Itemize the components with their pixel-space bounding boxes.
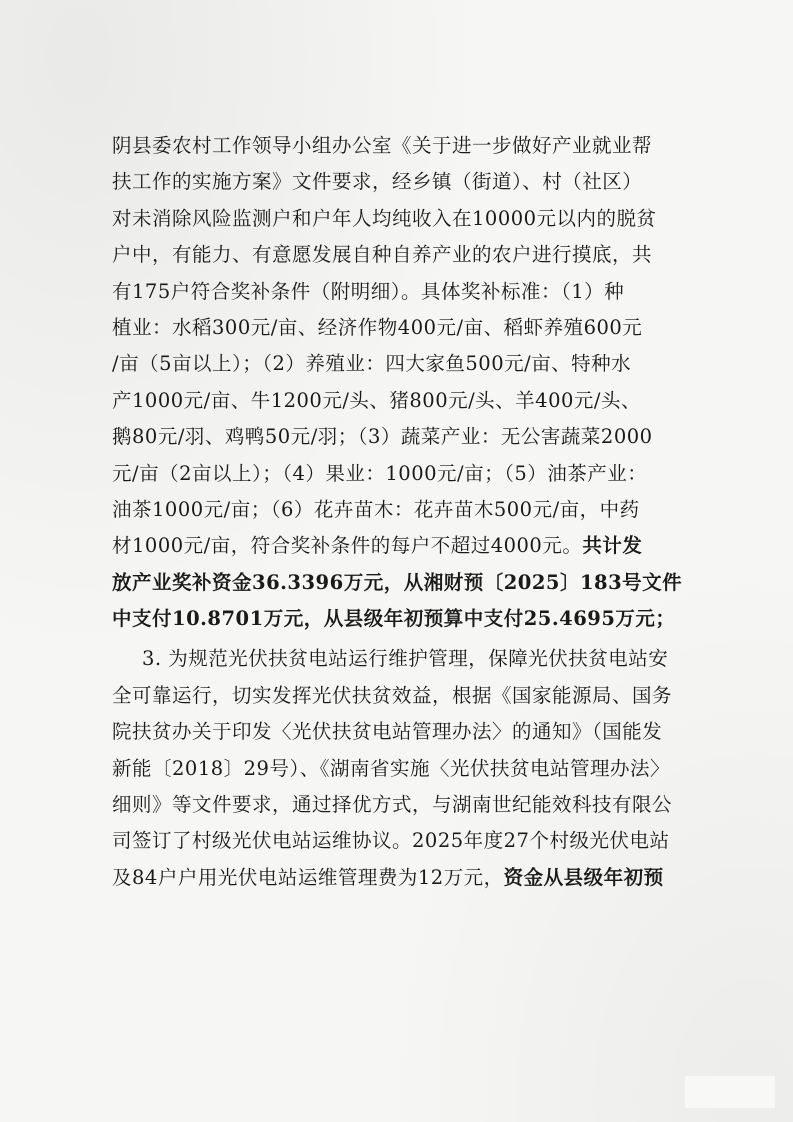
document-body [112,128,692,896]
text-line: 全可靠运行，切实发挥光伏扶贫效益，根据《国家能源局、国务 [112,683,673,707]
scan-corner-patch [685,1076,775,1108]
text-line-mixed [112,860,692,896]
text-line: 阴县委农村工作领导小组办公室《关于进一步做好产业就业帮 [112,134,653,157]
text-line: 油茶1000元/亩；（6）花卉苗木：花卉苗木500元/亩，中药 [112,497,640,521]
text-line: 院扶贫办关于印发〈光伏扶贫电站管理办法〉的通知》（国能发 [112,720,663,744]
text-line: 元/亩（2亩以上）；（4）果业：1000元/亩；（5）油茶产业： [112,461,648,485]
text-line: 对未消除风险监测户和户年人均纯收入在10000元以内的脱贫 [112,206,657,230]
text-line: 有175户符合奖补条件（附明细）。具体奖补标准：（1）种 [112,279,625,303]
text-line: 户中，有能力、有意愿发展自种自养产业的农户进行摸底，共 [112,243,653,267]
text-span: 材1000元/亩，符合奖补条件的每户不超过4000元。 [112,534,583,558]
text-line: /亩（5亩以上）；（2）养殖业：四大家鱼500元/亩、特种水 [112,352,632,376]
text-line: 扶工作的实施方案》文件要求，经乡镇（街道）、村（社区） [112,170,643,194]
text-line-mixed [112,528,692,564]
bold-text-span: 共计发 [582,534,643,558]
paragraph-first-line: 3. 为规范光伏扶贫电站运行维护管理，保障光伏扶贫电站安 [142,647,669,671]
text-line: 鹅80元/羽、鸡鸭50元/羽；（3）蔬菜产业：无公害蔬菜2000 [112,425,653,449]
bold-text-span: 资金从县级年初预 [503,865,664,889]
text-span: 及84户户用光伏电站运维管理费为12万元， [112,865,504,889]
text-line: 司签订了村级光伏电站运维协议。2025年度27个村级光伏电站 [112,829,670,853]
text-line: 产1000元/亩、牛1200元/头、猪800元/头、羊400元/头、 [112,388,641,412]
text-line: 新能〔2018〕29号）、《湖南省实施〈光伏扶贫电站管理办法〉 [112,756,670,780]
bold-text-line: 放产业奖补资金36.3396万元，从湘财预〔2025〕183号文件 [112,570,683,594]
text-line: 细则》等文件要求，通过择优方式，与湖南世纪能效科技有限公 [112,793,673,817]
text-line: 植业：水稻300元/亩、经济作物400元/亩、稻虾养殖600元 [112,315,643,339]
bold-text-line: 中支付10.8701万元，从县级年初预算中支付25.4695万元； [112,607,676,631]
